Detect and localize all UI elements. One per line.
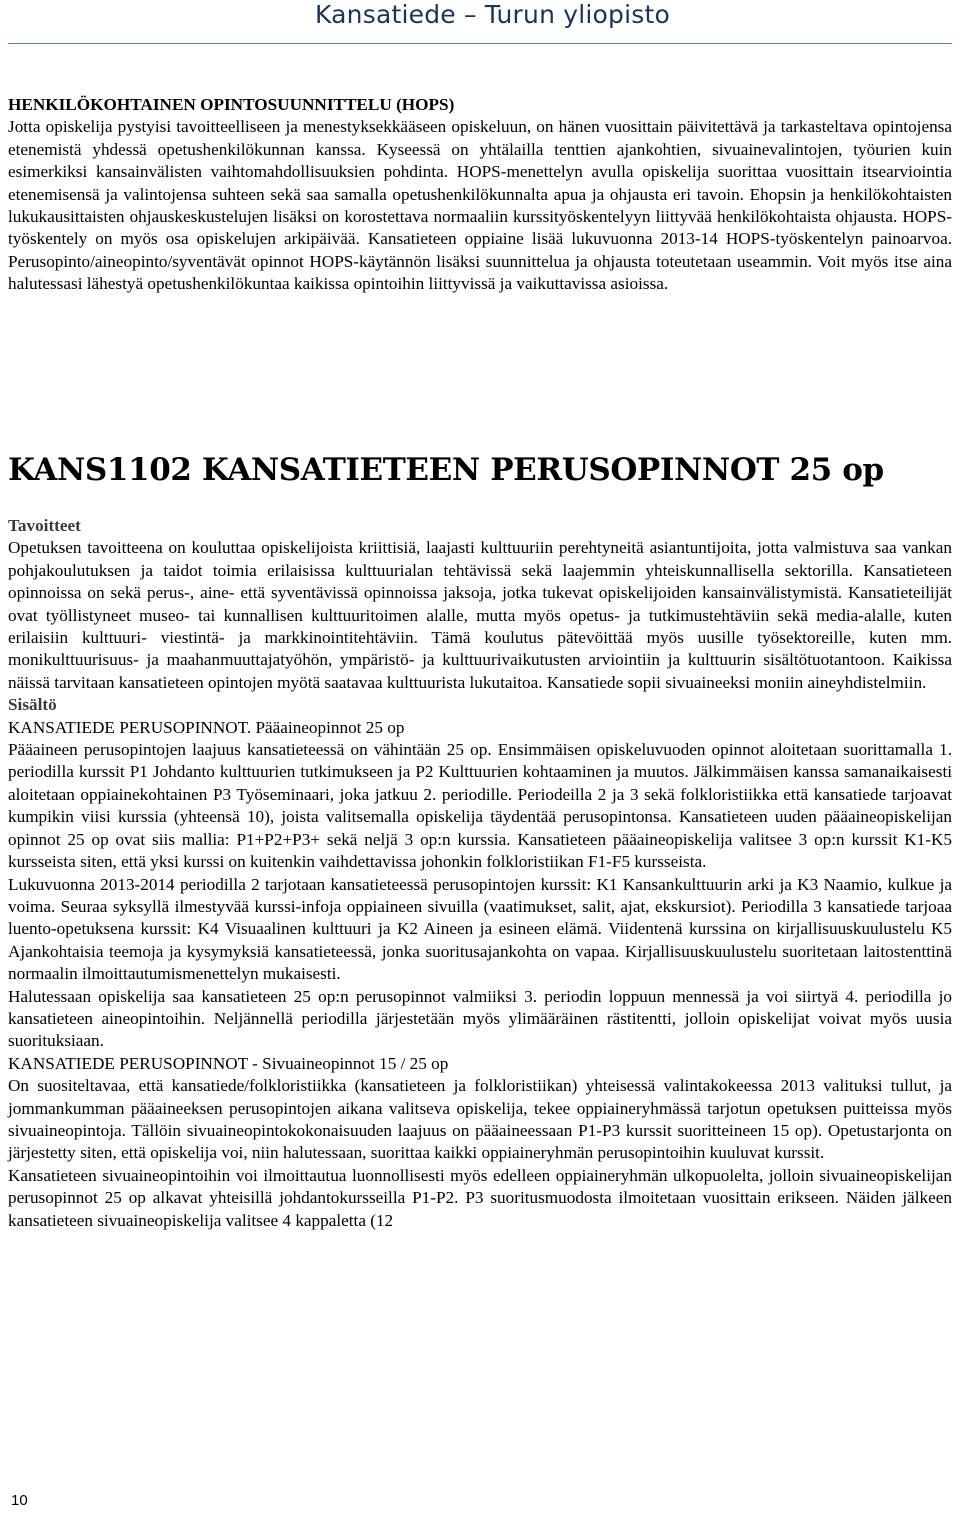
hops-section — [8, 94, 952, 296]
goals-paragraph: Opetuksen tavoitteena on kouluttaa opiskelijoista kriittisiä, laajasti kulttuuriin perehtyneitä asiantuntijoita, jotta valmistuva saa vankan pohjakoulutuksen ja taidot toimia erilaisissa kulttuurialan tehtävissä sekä laajemmin yhteiskunnallisella sektorilla. Kansatieteen opinnoissa on sekä perus-, aine- että syventävissä opinnoissa jaksoja, jotka tukevat opiskelijoiden kansainvälistymistä. Kansatieteilijät ovat työllistyneet museo- tai kunnallisen kulttuuritoimen alalle, mutta myös opetus- ja tutkimustehtäviin sekä media-alalle, kuten erilaisiin kulttuuri- viestintä- ja markkinointitehtäviin. Tämä koulutus pätevöittää myös uusille työsektoreille, kuten mm. monikulttuurisuus- ja maahanmuuttajatyöhön, ympäristö- ja kulttuurivaikutusten arviointiin ja kulttuurin sisältötuotantoon. Kaikissa näissä tarvitaan kansatieteen opintojen myötä saatavaa kulttuurista lukutaitoa. Kansatiede sopii sivuaineeksi moniin aineyhdistelmiin. — [8, 538, 952, 692]
major-paragraph-3: Halutessaan opiskelija saa kansatieteen 25 op:n perusopinnot valmiiksi 3. periodin loppuun mennessä ja voi siirtyä 4. periodilla jo kansatieteen aineopintoihin. Neljännellä periodilla järjestetään myös ylimääräinen rästitentti, jolloin opiskelijat voivat myös uusia suorituksiaan. — [8, 986, 952, 1051]
contents-heading: Sisältö — [8, 695, 57, 715]
running-header: Kansatiede – Turun yliopisto — [315, 0, 670, 29]
minor-paragraph-2: Kansatieteen sivuaineopintoihin voi ilmoittautua luonnollisesti myös edelleen oppiaineryhmän ulkopuolelta, jolloin sivuaineopiskelijan perusopinnot 25 op alkavat yhteisillä johdantokursseilla P1-P2. P3 suoritusmuodosta ilmoitetaan vuosittain erikseen. Näiden jälkeen kansatieteen sivuaineopiskelija valitsee 4 kappaletta (12 — [8, 1165, 952, 1230]
goals-heading: Tavoitteet — [8, 516, 81, 535]
minor-paragraph-1: On suositeltavaa, että kansatiede/folkloristiikka (kansatieteen ja folkloristiikan) yhteisessä valintakokeessa 2013 valituksi tullut, ja jommankumman pääaineeksen perusopintojen aikana valitseva opiskelija, tekee oppiaineryhmässä tarjotun opetuksen puitteissa myös sivuaineopintoja. Tällöin sivuaineopintokokonaisuuden laajuus on pääaineessaan P1-P3 kurssit suoritteineen 15 op). Opetustarjonta on järjestetty siten, että opiskelija voi, niin halutessaan, suorittaa kaikki oppiaineryhmän perusopintoihin kuuluvat kurssit. — [8, 1076, 952, 1163]
course-section — [8, 515, 952, 1232]
major-paragraph-1: Pääaineen perusopintojen laajuus kansatieteessä on vähintään 25 op. Ensimmäisen opiskeluvuoden opinnot aloitetaan suorittamalla 1. periodilla kurssit P1 Johdanto kulttuurien tutkimukseen ja P2 Kulttuurien kohtaaminen ja muutos. Jälkimmäisen kanssa samanaikaisesti aloitetaan oppiainekohtainen P3 Työseminaari, joka jatkuu 2. periodille. Periodeilla 2 ja 3 sekä folkloristiikka että kansatiede tarjoavat kumpikin viisi kurssia (yhteensä 10), joista valitsemalla opiskelija täydentää perusopintonsa. Kansatieteen uuden pääaineopiskelijan opinnot 25 op ovat siis mallia: P1+P2+P3+ sekä neljä 3 op:n kurssia. Kansatieteen pääaineopiskelija valitsee 3 op:n kurssit K1-K5 kursseista siten, että yksi kurssi on kuitenkin vaihdettavissa johonkin folkloristiikan F1-F5 kursseista. — [8, 740, 952, 872]
minor-studies-label: KANSATIEDE PERUSOPINNOT - Sivuaineopinnot 15 / 25 op — [8, 1053, 449, 1073]
page-number: 10 — [11, 1492, 28, 1509]
major-label-rest: Pääaineopinnot 25 op — [251, 717, 405, 737]
major-label-caps: KANSATIEDE PERUSOPINNOT. — [8, 717, 252, 737]
major-paragraph-2: Lukuvuonna 2013-2014 periodilla 2 tarjotaan kansatieteessä perusopintojen kurssit: K1 Kansankulttuurin arki ja K3 Naamio, kulkue ja voima. Seuraa syksyllä ilmestyvää kurssi-infoja oppiaineen sivuilla (vaatimukset, salit, ajat, ekskursiot). Periodilla 3 kansatiede tarjoaa luento-opetuksena kurssit: K4 Visuaalinen kulttuuri ja K2 Aineen ja esineen elämä. Viidentenä kurssina on kirjallisuuskuulustelu K5 Ajankohtaisia teemoja ja kysymyksiä kansatieteessä, jonka suoritusajankohta on vapaa. Kirjallisuuskuulustelu suoritetaan laitostenttinä normaalin ilmoittautumismenettelyn mukaisesti. — [8, 874, 952, 984]
hops-heading: HENKILÖKOHTAINEN OPINTOSUUNNITTELU (HOPS) — [8, 95, 455, 114]
major-studies-label — [8, 717, 952, 739]
header-divider — [8, 43, 952, 44]
hops-paragraph: Jotta opiskelija pystyisi tavoitteelliseen ja menestyksekkääseen opiskeluun, on hänen vuosittain päivitettävä ja tarkasteltava opintojensa etenemistä yhdessä opetushenkilökunnan kanssa. Kyseessä on yhtälailla tenttien ajankohtien, sivuainevalintojen, työurien kuin esimerkiksi kansainvälisten vaihtomahdollisuuksien pohdinta. HOPS-menettelyn avulla opiskelija suorittaa vuosittain itsearviointia etenemisensä ja valintojensa suhteen sekä saa samalla opetushenkilökunnalta apua ja ohjausta eri tavoin. Ehopsin ja henkilökohtaisten lukukausittaisten ohjauskeskustelujen lisäksi on korostettava normaaliin kurssityöskentelyyn liittyvää henkilökohtaista ohjausta. HOPS-työskentely on myös osa opiskelujen arkipäivää. Kansatieteen oppiaine lisää lukuvuonna 2013-14 HOPS-työskentelyn painoarvoa. Perusopinto/aineopinto/syventävät opinnot HOPS-käytännön lisäksi suunnittelua ja ohjausta toteutetaan useammin. Voit myös itse aina halutessasi lähestyä opetushenkilökuntaa kaikissa opintoihin liittyvissä ja vaikuttavissa asioissa. — [8, 117, 952, 294]
course-title: KANS1102 KANSATIETEEN PERUSOPINNOT 25 op — [8, 452, 884, 488]
